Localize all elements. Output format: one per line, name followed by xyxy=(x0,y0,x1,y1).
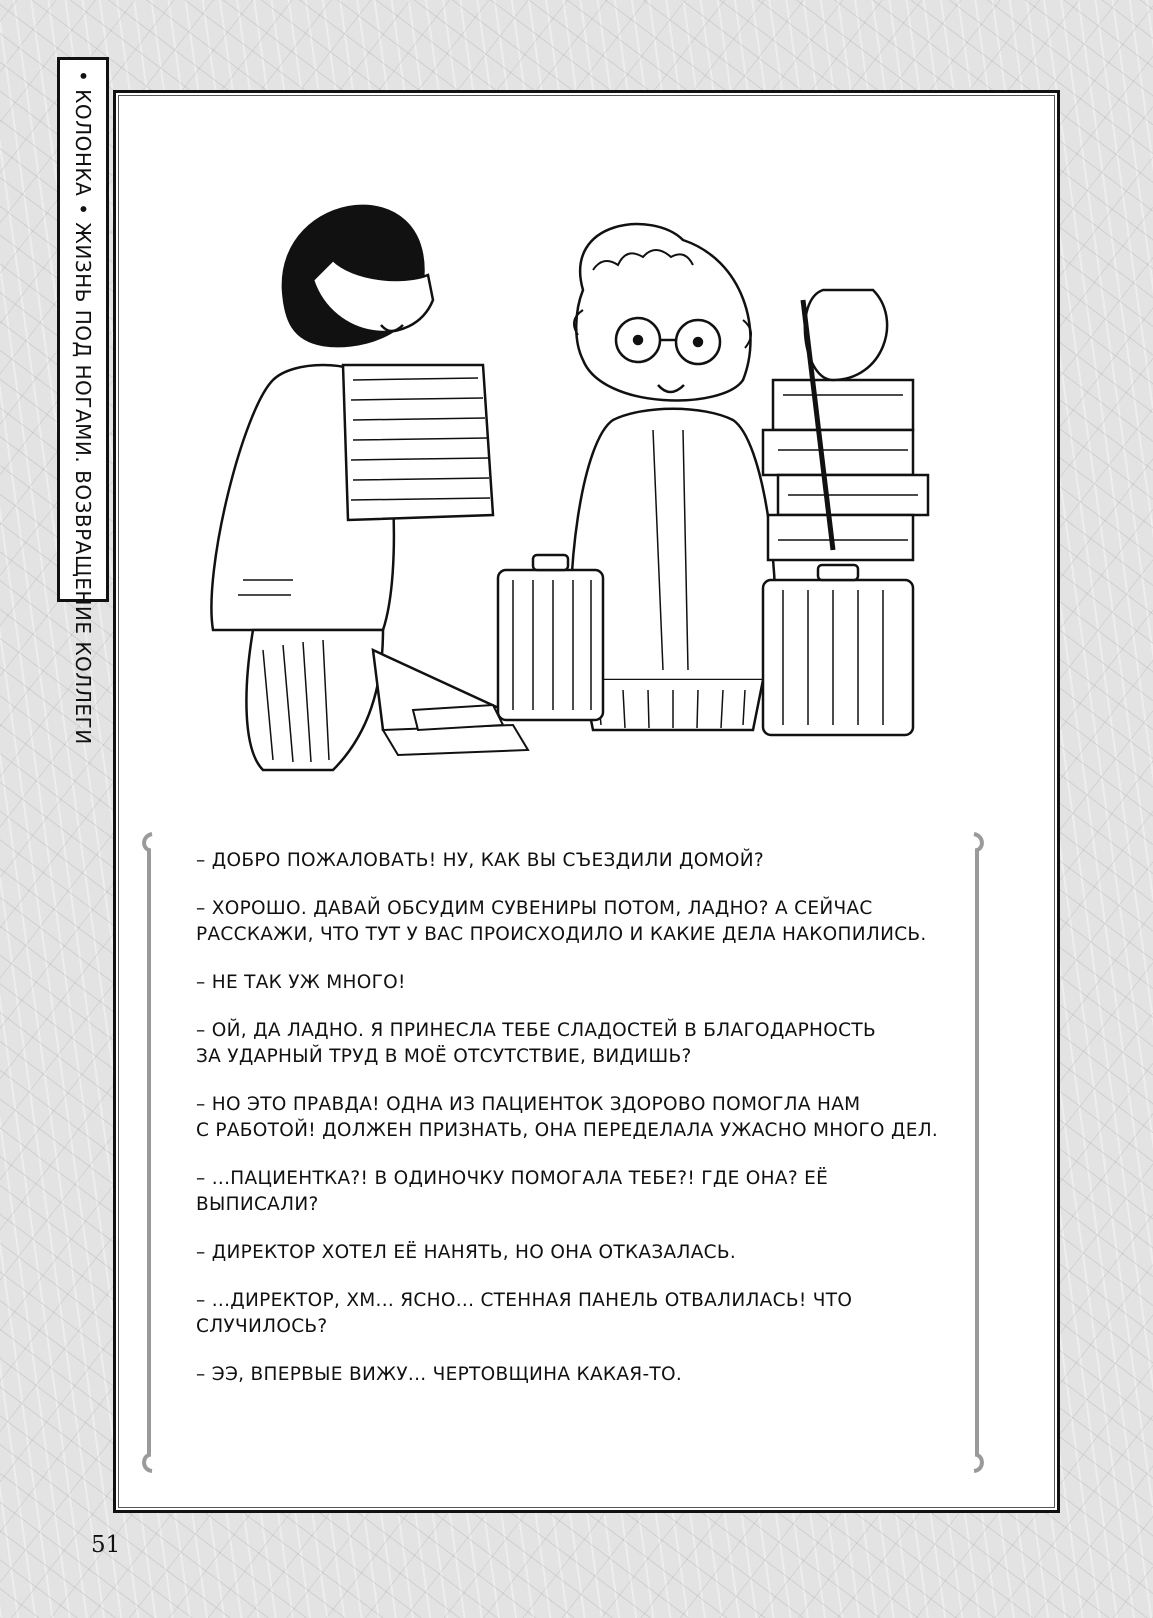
illustration-two-characters xyxy=(183,150,983,800)
dialogue-line: – ХОРОШО. ДАВАЙ ОБСУДИМ СУВЕНИРЫ ПОТОМ, ЛАДНО? А СЕЙЧАС РАССКАЖИ, ЧТО ТУТ У ВАС ПРОИСХОДИЛО И КАКИЕ ДЕЛА НАКОПИЛИСЬ. xyxy=(196,898,927,945)
column-title: • КОЛОНКА • ЖИЗНЬ ПОД НОГАМИ. ВОЗВРАЩЕНИЕ КОЛЛЕГИ xyxy=(71,70,95,745)
text-bracket-left xyxy=(140,830,158,1475)
dialogue-line: – ОЙ, ДА ЛАДНО. Я ПРИНЕСЛА ТЕБЕ СЛАДОСТЕЙ В БЛАГОДАРНОСТЬ ЗА УДАРНЫЙ ТРУД В МОЁ ОТСУТСТВИЕ, ВИДИШЬ? xyxy=(196,1020,876,1067)
dialogue-line: – НЕ ТАК УЖ МНОГО! xyxy=(196,972,406,993)
dialogue-line: – ДИРЕКТОР ХОТЕЛ ЕЁ НАНЯТЬ, НО ОНА ОТКАЗАЛАСЬ. xyxy=(196,1242,737,1263)
dialogue-line: – ДОБРО ПОЖАЛОВАТЬ! НУ, КАК ВЫ СЪЕЗДИЛИ ДОМОЙ? xyxy=(196,850,765,871)
book-stack xyxy=(763,290,928,560)
dialogue-line: – НО ЭТО ПРАВДА! ОДНА ИЗ ПАЦИЕНТОК ЗДОРОВО ПОМОГЛА НАМ С РАБОТОЙ! ДОЛЖЕН ПРИЗНАТЬ, ОНА ПЕРЕДЕЛАЛА УЖАСНО МНОГО ДЕЛ. xyxy=(196,1094,939,1141)
dialogue-line: – ...ДИРЕКТОР, ХМ... ЯСНО... СТЕННАЯ ПАНЕЛЬ ОТВАЛИЛАСЬ! ЧТО СЛУЧИЛОСЬ? xyxy=(196,1290,853,1337)
suitcase-right xyxy=(763,565,913,735)
dialogue-line: – ...ПАЦИЕНТКА?! В ОДИНОЧКУ ПОМОГАЛА ТЕБЕ?! ГДЕ ОНА? ЕЁ ВЫПИСАЛИ? xyxy=(196,1168,829,1215)
dialogue-line: – ЭЭ, ВПЕРВЫЕ ВИЖУ... ЧЕРТОВЩИНА КАКАЯ-ТО. xyxy=(196,1364,683,1385)
column-side-tab xyxy=(57,57,109,745)
suitcase-left xyxy=(498,555,603,720)
character-left-boy xyxy=(211,206,503,770)
dialogue-text xyxy=(196,848,956,1410)
text-bracket-right xyxy=(968,830,986,1475)
page-number: 51 xyxy=(91,1532,121,1558)
